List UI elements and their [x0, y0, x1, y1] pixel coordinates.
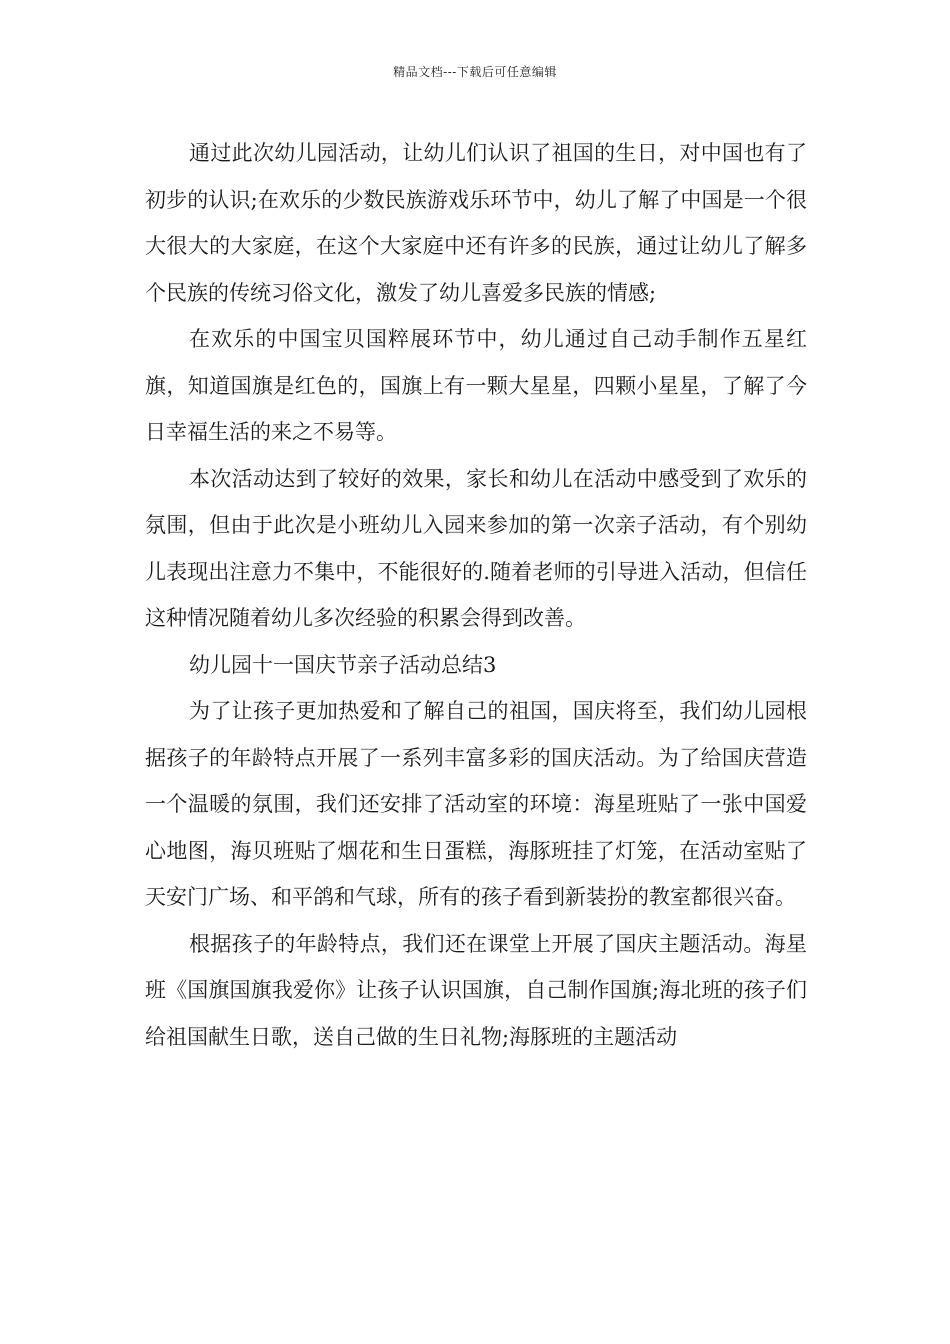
paragraph-theme-activities: 根据孩子的年龄特点，我们还在课堂上开展了国庆主题活动。海星班《国旗国旗我爱你》让孩子认识国旗，自己制作国旗;海北班的孩子们给祖国献生日歌，送自己做的生日礼物;海豚班的主题活动: [145, 931, 807, 1049]
paragraph-flag-making: 在欢乐的中国宝贝国粹展环节中，幼儿通过自己动手制作五星红旗，知道国旗是红色的，国旗上有一颗大星星，四颗小星星，了解了今日幸福生活的来之不易等。: [145, 327, 807, 444]
page-header: 精品文档---下载后可任意编辑: [393, 65, 557, 79]
paragraph-activity-effect: 本次活动达到了较好的效果，家长和幼儿在活动中感受到了欢乐的氛围，但由于此次是小班幼儿入园来参加的第一次亲子活动，有个别幼儿表现出注意力不集中，不能很好的.随着老师的引导进入活动，但信任这种情况随着幼儿多次经验的积累会得到改善。: [145, 466, 807, 630]
paragraph-national-day-environment: 为了让孩子更加热爱和了解自己的祖国，国庆将至，我们幼儿园根据孩子的年龄特点开展了一系列丰富多彩的国庆活动。为了给国庆营造一个温暖的氛围，我们还安排了活动室的环境：海星班贴了一张中国爱心地图，海贝班贴了烟花和生日蛋糕，海豚班挂了灯笼，在活动室贴了天安门广场、和平鸽和气球，所有的孩子看到新装扮的教室都很兴奋。: [145, 699, 807, 909]
document-body: [145, 130, 807, 1060]
paragraph-activity-summary: 通过此次幼儿园活动，让幼儿们认识了祖国的生日，对中国也有了初步的认识;在欢乐的少数民族游戏乐环节中，幼儿了解了中国是一个很大很大的大家庭，在这个大家庭中还有许多的民族，通过让幼儿了解多个民族的传统习俗文化，激发了幼儿喜爱多民族的情感;: [145, 141, 807, 305]
section-heading: 幼儿园十一国庆节亲子活动总结3: [189, 652, 497, 677]
